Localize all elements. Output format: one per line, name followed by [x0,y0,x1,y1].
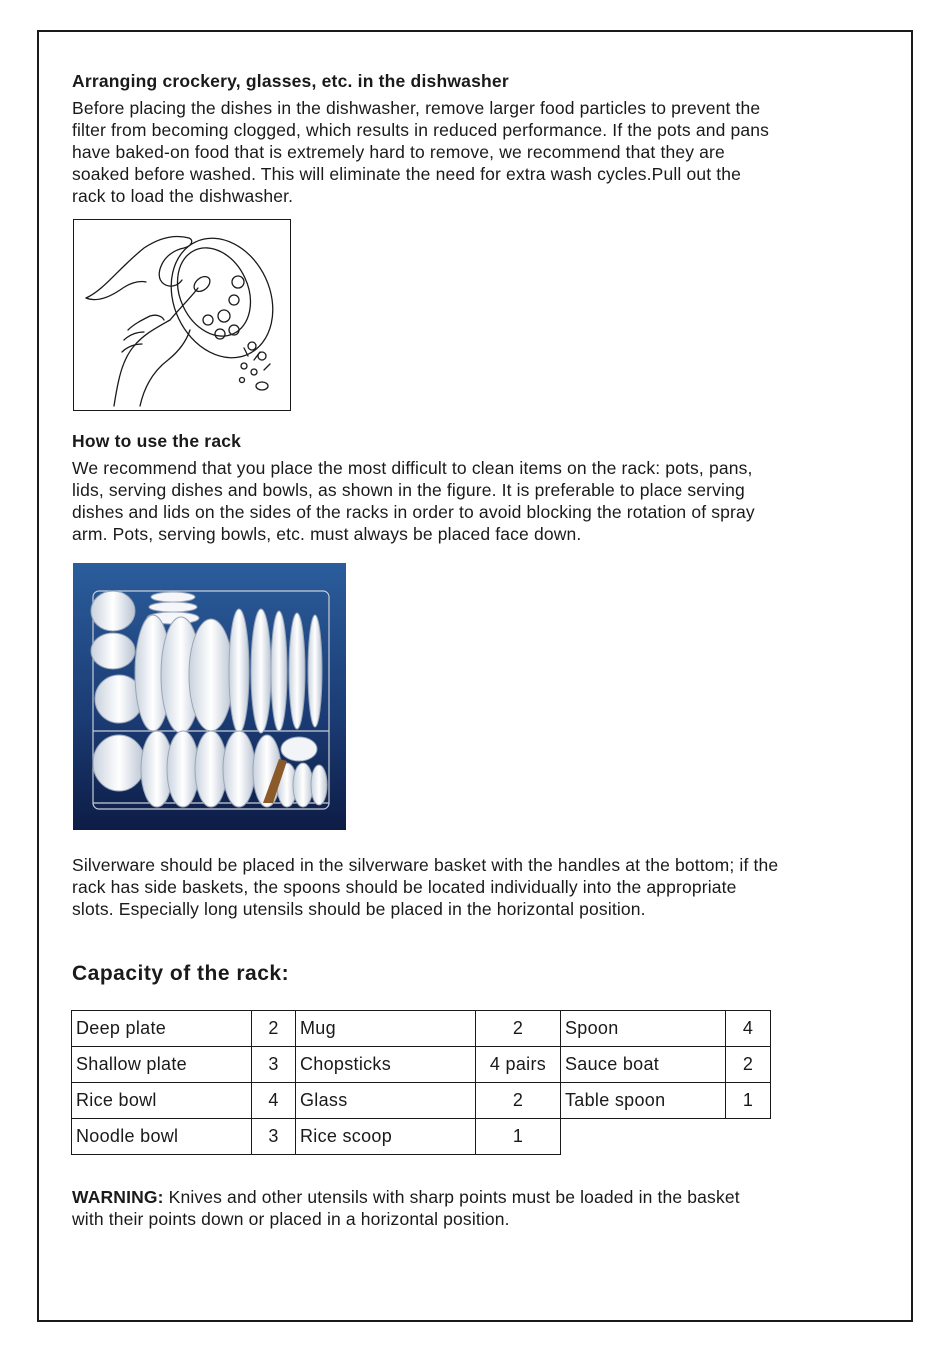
text-line: We recommend that you place the most difficult to clean items on the rack: pots, pans, [72,458,753,478]
text-line: dishes and lids on the sides of the racks in order to avoid blocking the rotation of spray [72,502,755,522]
warning-text: Knives and other utensils with sharp points must be loaded in the basket [163,1187,740,1207]
item-quantity: 1 [476,1119,561,1155]
item-quantity: 2 [252,1011,296,1047]
text-line: lids, serving dishes and bowls, as shown in the figure. It is preferable to place serving [72,480,745,500]
capacity-heading: Capacity of the rack: [72,962,290,985]
paragraph-arranging [72,97,882,207]
text-line: slots. Especially long utensils should be placed in the horizontal position. [72,899,646,919]
text-line: Silverware should be placed in the silverware basket with the handles at the bottom; if the [72,855,779,875]
item-name: Mug [296,1011,476,1047]
paragraph-rack [72,457,882,545]
item-name: Rice bowl [72,1083,252,1119]
item-name: Shallow plate [72,1047,252,1083]
text-line: arm. Pots, serving bowls, etc. must always be placed face down. [72,524,582,544]
text-line: with their points down or placed in a horizontal position. [72,1209,510,1229]
section-heading-rack: How to use the rack [72,431,242,451]
table-row [72,1119,771,1155]
capacity-table [71,1010,771,1155]
warning-label: WARNING: [72,1187,164,1207]
item-quantity: 2 [726,1047,771,1083]
table-row [72,1011,771,1047]
empty-cell [561,1119,726,1155]
item-quantity: 1 [726,1083,771,1119]
item-quantity: 4 [726,1011,771,1047]
text-line: soaked before washed. This will eliminate the need for extra wash cycles.Pull out the [72,164,742,184]
item-name: Table spoon [561,1083,726,1119]
text-line: have baked-on food that is extremely hard to remove, we recommend that they are [72,142,725,162]
item-name: Chopsticks [296,1047,476,1083]
item-name: Sauce boat [561,1047,726,1083]
item-quantity: 3 [252,1119,296,1155]
item-name: Noodle bowl [72,1119,252,1155]
item-name: Deep plate [72,1011,252,1047]
item-name: Rice scoop [296,1119,476,1155]
text-line: rack to load the dishwasher. [72,186,294,206]
item-quantity: 2 [476,1083,561,1119]
item-name: Spoon [561,1011,726,1047]
loaded-rack-photo [73,563,346,830]
text-line: rack has side baskets, the spoons should be located individually into the appropriate [72,877,737,897]
item-quantity: 4 pairs [476,1047,561,1083]
section-heading-arranging: Arranging crockery, glasses, etc. in the dishwasher [72,71,509,91]
text-line: Before placing the dishes in the dishwasher, remove larger food particles to prevent the [72,98,761,118]
item-quantity: 3 [252,1047,296,1083]
scraping-plate-illustration [73,219,291,411]
empty-cell [726,1119,771,1155]
text-line: filter from becoming clogged, which results in reduced performance. If the pots and pans [72,120,770,140]
table-row [72,1083,771,1119]
item-name: Glass [296,1083,476,1119]
item-quantity: 2 [476,1011,561,1047]
item-quantity: 4 [252,1083,296,1119]
table-row [72,1047,771,1083]
paragraph-silverware [72,854,882,920]
warning-note [72,1186,882,1230]
text-line [72,1186,882,1208]
